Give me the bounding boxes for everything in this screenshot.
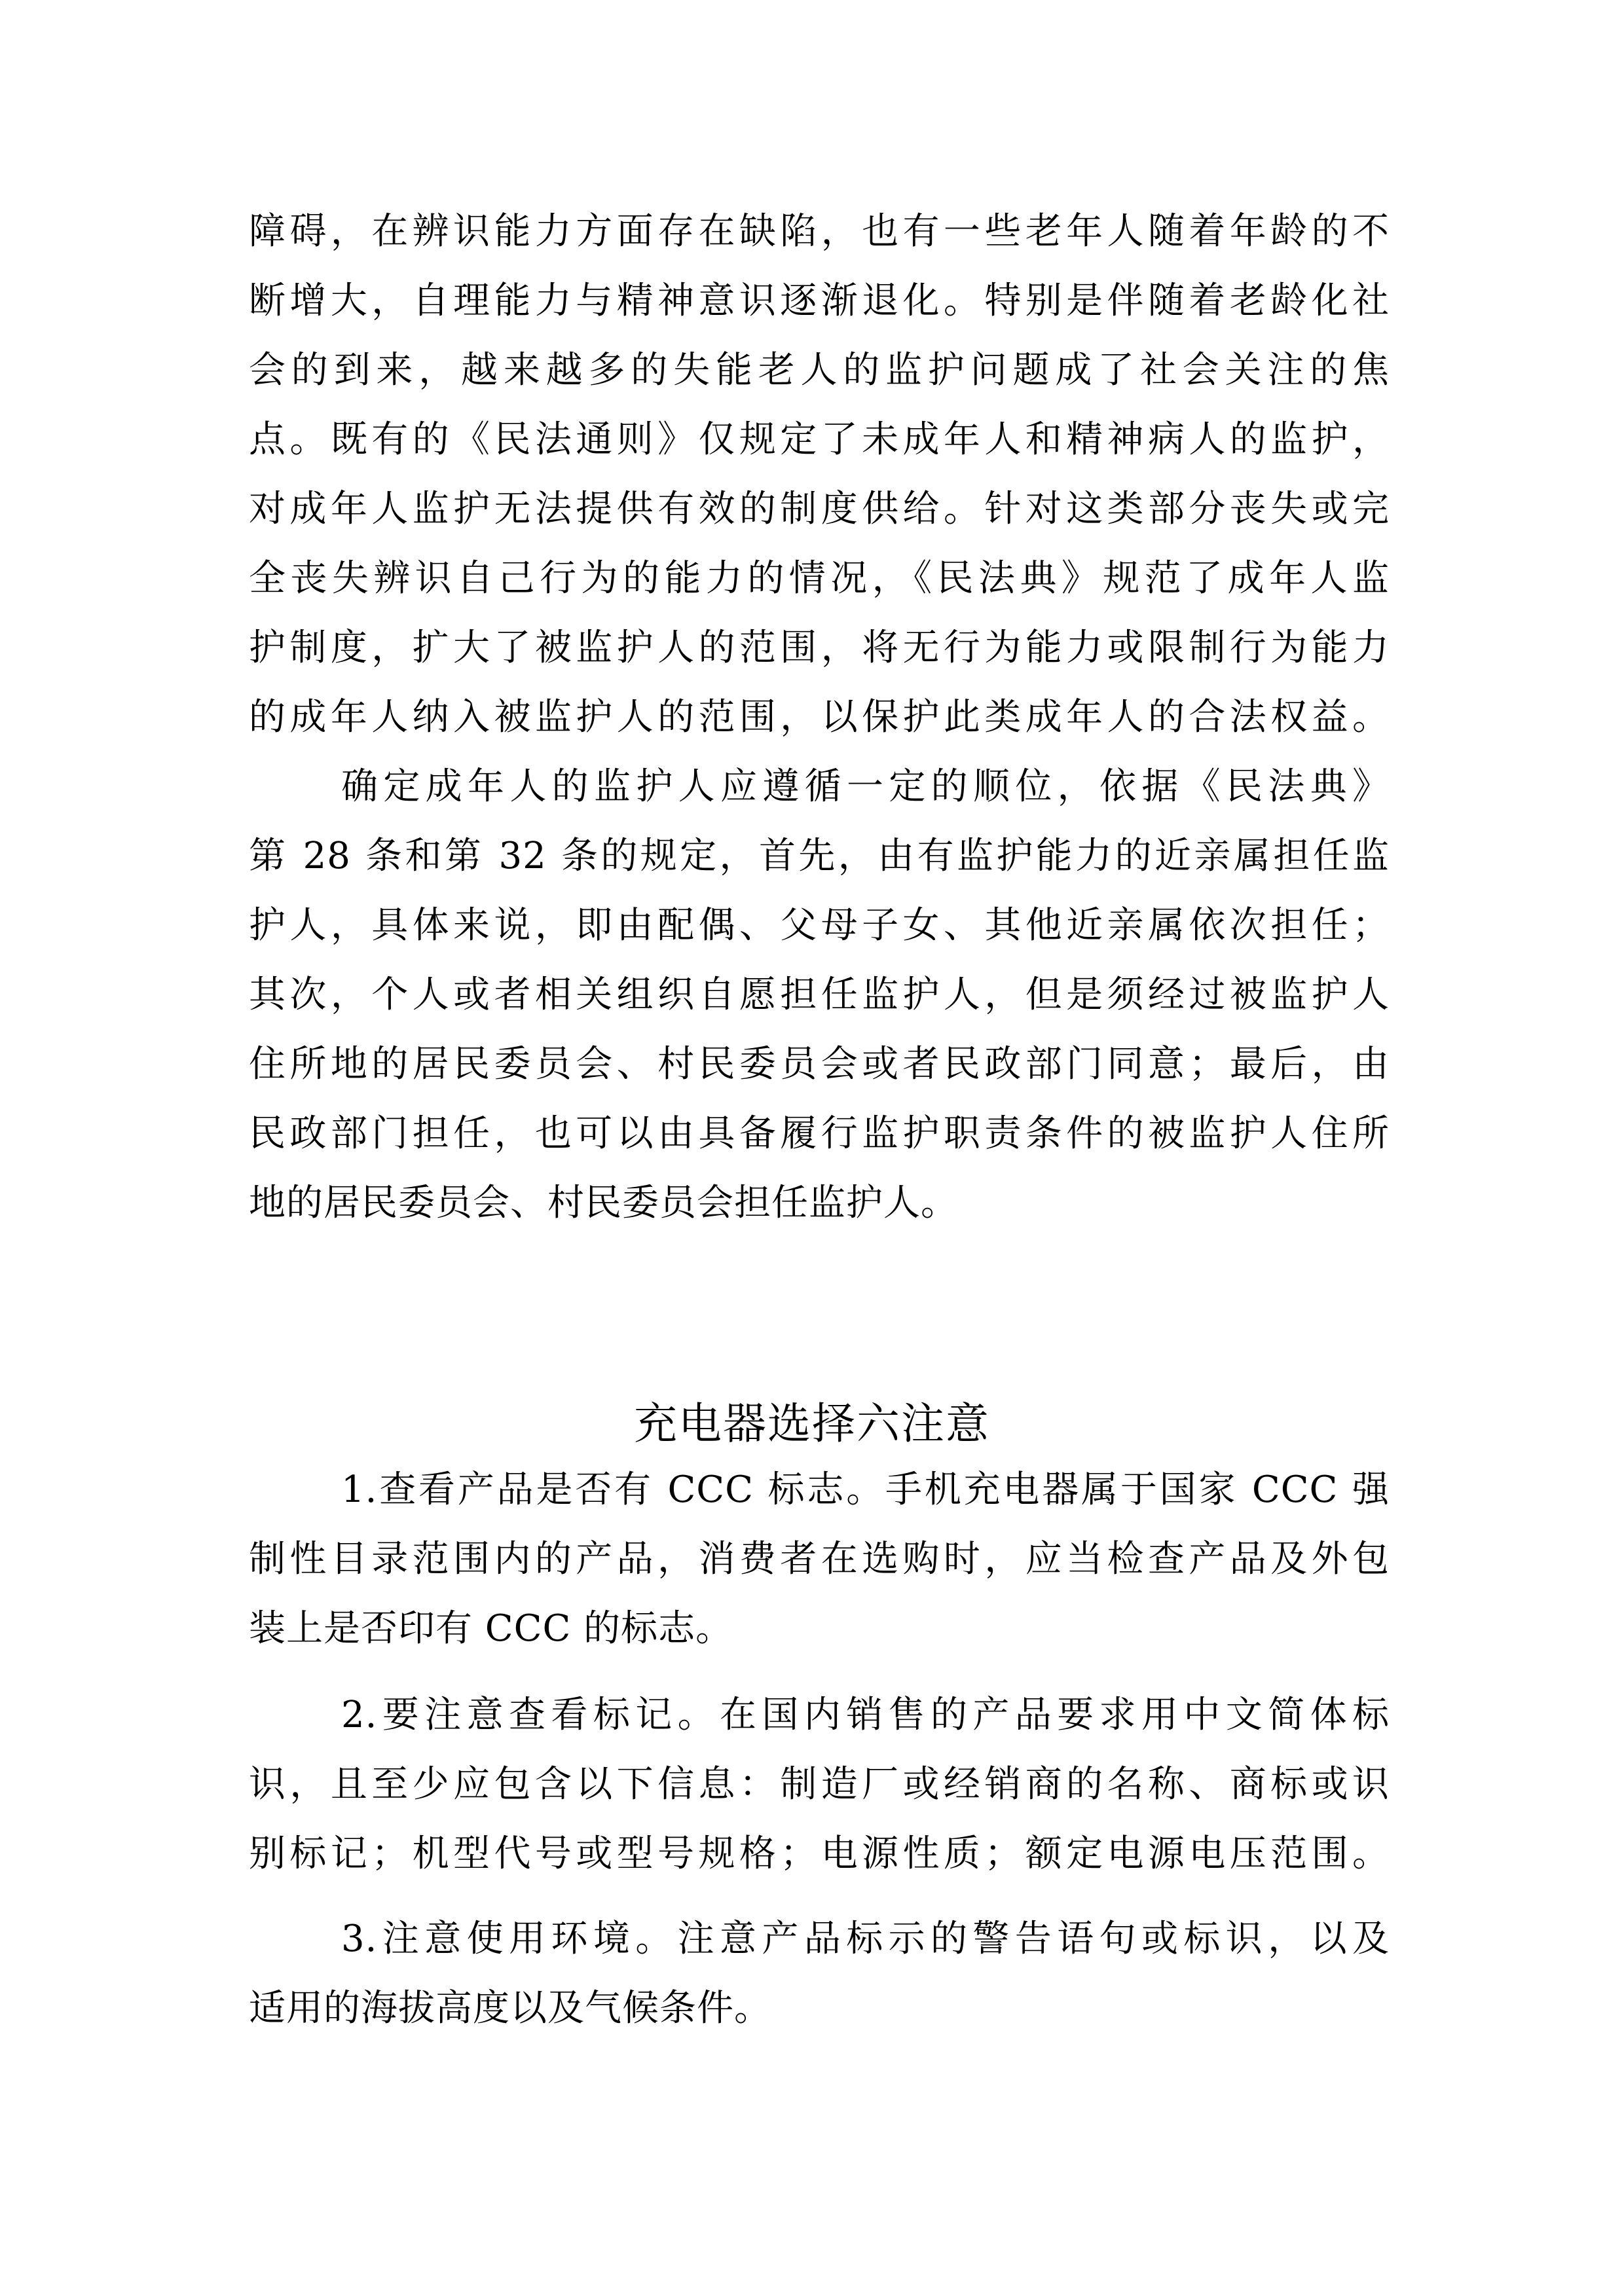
paragraph-2-line-1: 确定成年人的监护人应遵循一定的顺位，依据《民法典》 xyxy=(341,765,1390,808)
paragraph-1-line-3: 会的到来，越来越多的失能老人的监护问题成了社会关注的焦 xyxy=(249,349,1390,392)
paragraph-2-line-4: 其次，个人或者相关组织自愿担任监护人，但是须经过被监护人 xyxy=(249,974,1390,1016)
section-paragraph-1-line-2: 制性目录范围内的产品，消费者在选购时，应当检查产品及外包 xyxy=(249,1538,1390,1580)
section-paragraph-3-line-1: 3.注意使用环境。注意产品标示的警告语句或标识，以及 xyxy=(341,1918,1390,1960)
section-paragraph-1-line-1: 1.查看产品是否有 CCC 标志。手机充电器属于国家 CCC 强 xyxy=(341,1468,1390,1511)
paragraph-1-line-5: 对成年人监护无法提供有效的制度供给。针对这类部分丧失或完 xyxy=(249,488,1390,530)
section-paragraph-1-line-3: 装上是否印有 CCC 的标志。 xyxy=(249,1607,733,1650)
paragraph-1-line-1: 障碍，在辨识能力方面存在缺陷，也有一些老年人随着年龄的不 xyxy=(249,210,1390,253)
section-title: 充电器选择六注意 xyxy=(634,1398,990,1449)
section-paragraph-2-line-2: 识，且至少应包含以下信息：制造厂或经销商的名称、商标或识 xyxy=(249,1763,1390,1806)
paragraph-1-line-7: 护制度，扩大了被监护人的范围，将无行为能力或限制行为能力 xyxy=(249,627,1390,669)
section-paragraph-2-line-1: 2.要注意查看标记。在国内销售的产品要求用中文简体标 xyxy=(341,1694,1390,1736)
paragraph-1-line-8: 的成年人纳入被监护人的范围，以保护此类成年人的合法权益。 xyxy=(249,696,1390,738)
paragraph-2-line-7: 地的居民委员会、村民委员会担任监护人。 xyxy=(249,1182,958,1224)
paragraph-2-line-3: 护人，具体来说，即由配偶、父母子女、其他近亲属依次担任； xyxy=(249,904,1390,947)
paragraph-1-line-4: 点。既有的《民法通则》仅规定了未成年人和精神病人的监护， xyxy=(249,418,1390,461)
section-paragraph-2-line-3: 别标记；机型代号或型号规格；电源性质；额定电源电压范围。 xyxy=(249,1832,1390,1875)
paragraph-2-line-5: 住所地的居民委员会、村民委员会或者民政部门同意；最后，由 xyxy=(249,1043,1390,1085)
paragraph-2-line-2: 第 28 条和第 32 条的规定，首先，由有监护能力的近亲属担任监 xyxy=(249,835,1390,877)
paragraph-2-line-6: 民政部门担任，也可以由具备履行监护职责条件的被监护人住所 xyxy=(249,1112,1390,1155)
paragraph-1-line-6: 全丧失辨识自己行为的能力的情况，《民法典》规范了成年人监 xyxy=(249,557,1390,600)
section-paragraph-3-line-2: 适用的海拔高度以及气候条件。 xyxy=(249,1987,771,2030)
paragraph-1-line-2: 断增大，自理能力与精神意识逐渐退化。特别是伴随着老龄化社 xyxy=(249,280,1390,322)
